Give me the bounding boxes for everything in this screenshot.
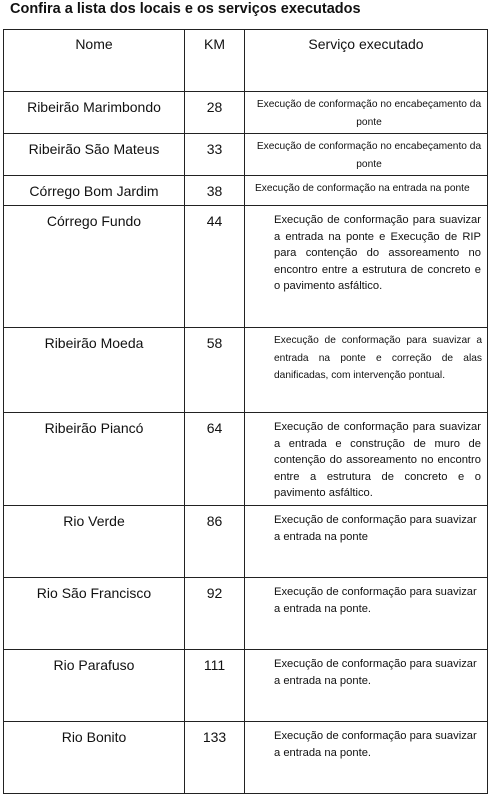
locations-table (3, 29, 488, 794)
cell-km: 64 (185, 413, 245, 506)
cell-name: Rio Parafuso (4, 650, 185, 722)
cell-km: 33 (185, 134, 245, 176)
column-header-name: Nome (4, 30, 185, 92)
table-row (4, 413, 488, 506)
cell-name: Córrego Fundo (4, 206, 185, 328)
cell-name: Rio Verde (4, 506, 185, 578)
cell-km: 58 (185, 328, 245, 413)
table-row (4, 206, 488, 328)
cell-name: Ribeirão Piancó (4, 413, 185, 506)
table-header-row (4, 30, 488, 92)
cell-km: 44 (185, 206, 245, 328)
cell-km: 38 (185, 176, 245, 206)
cell-service: Execução de conformação para suavizar a entrada na ponte. (245, 650, 488, 722)
cell-service: Execução de conformação para suavizar a entrada na ponte. (245, 578, 488, 650)
cell-service: Execução de conformação para suavizar a entrada e construção de muro de contenção do assoreamento no encontro entre a estrutura de concreto e o pavimento asfáltico. (245, 413, 488, 506)
cell-name: Córrego Bom Jardim (4, 176, 185, 206)
page-title: Confira a lista dos locais e os serviços executados (10, 1, 361, 17)
cell-km: 28 (185, 92, 245, 134)
table-row (4, 176, 488, 206)
cell-service: Execução de conformação no encabeçamento da ponte (245, 134, 488, 176)
table-row (4, 650, 488, 722)
table-row (4, 578, 488, 650)
cell-name: Rio Bonito (4, 722, 185, 794)
cell-km: 92 (185, 578, 245, 650)
table-row (4, 134, 488, 176)
cell-km: 111 (185, 650, 245, 722)
cell-name: Rio São Francisco (4, 578, 185, 650)
table-row (4, 722, 488, 794)
table-row (4, 92, 488, 134)
cell-service: Execução de conformação para suavizar a entrada na ponte e correção de alas danificadas, com intervenção pontual. (245, 328, 488, 413)
table-row (4, 328, 488, 413)
table-row (4, 506, 488, 578)
column-header-km: KM (185, 30, 245, 92)
cell-service: Execução de conformação para suavizar a entrada na ponte. (245, 722, 488, 794)
cell-service: Execução de conformação para suavizar a entrada na ponte e Execução de RIP para contenção do assoreamento no encontro entre a estrutura de concreto e o pavimento asfáltico. (245, 206, 488, 328)
cell-service: Execução de conformação no encabeçamento da ponte (245, 92, 488, 134)
cell-name: Ribeirão São Mateus (4, 134, 185, 176)
cell-km: 86 (185, 506, 245, 578)
cell-km: 133 (185, 722, 245, 794)
cell-name: Ribeirão Moeda (4, 328, 185, 413)
cell-service: Execução de conformação para suavizar a entrada na ponte (245, 506, 488, 578)
column-header-service: Serviço executado (245, 30, 488, 92)
cell-name: Ribeirão Marimbondo (4, 92, 185, 134)
cell-service: Execução de conformação na entrada na ponte (245, 176, 488, 206)
